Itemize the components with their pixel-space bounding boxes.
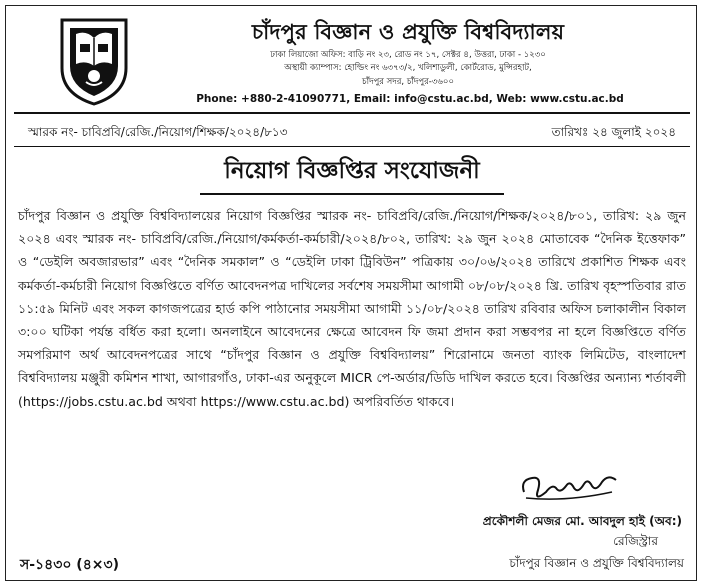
liaison-office-address: ঢাকা লিয়াজো অফিস: বাড়ি নং ২৩, রোড নং ১৭, সেক্টর ৪, উত্তরা, ঢাকা - ১২৩০ (270, 50, 546, 60)
memo-number: স্মারক নং- চাবিপ্রবি/রেজি./নিয়োগ/শিক্ষক/২০২৪/৮১৩ (28, 125, 288, 139)
signatory-name: প্রকৌশলী মেজর মো. আবদুল হাই (অব:) (482, 514, 682, 528)
header-divider (14, 112, 690, 114)
university-logo (56, 16, 132, 106)
memo-date: তারিখঃ ২৪ জুলাই ২০২৪ (551, 125, 676, 139)
memo-divider (14, 146, 690, 147)
contact-line: Phone: +880-2-41090771, Email: info@cstu.ac.bd, Web: www.cstu.ac.bd (196, 93, 624, 105)
university-name: চাঁদপুর বিজ্ঞান ও প্রযুক্তি বিশ্ববিদ্যালয় (251, 19, 565, 44)
handwritten-signature (516, 462, 626, 508)
notice-body: চাঁদপুর বিজ্ঞান ও প্রযুক্তি বিশ্ববিদ্যালয়ের নিয়োগ বিজ্ঞপ্তির স্মারক নং- চাবিপ্রবি/রেজি./নিয়োগ/শিক্ষক/২০২৪/৮০১, তারিখ: ২৯ জুন ২০২৪ এবং স্মারক নং- চাবিপ্রবি/রেজি./নিয়োগ/কর্মকর্তা-কর্মচারী/২০২৪/৮০২, তারিখ: ২৯ জুন ২০২৪ মোতাবেক “দৈনিক ইত্তেফাক” ও “ডেইলি অবজারভার” এবং “দৈনিক সমকাল” ও “ডেইলি ঢাকা ট্রিবিউন” পত্রিকায় ৩০/০৬/২০২৪ তারিখে প্রকাশিত শিক্ষক এবং কর্মকর্তা-কর্মচারী নিয়োগ বিজ্ঞপ্তিতে বর্ণিত আবেদনপত্র দাখিলের সর্বশেষ সময়সীমা আগামী ০৮/০৮/২০২৪ খ্রি. তারিখ বৃহস্পতিবার রাত ১১:৫৯ মিনিট এবং সকল কাগজপত্রের হার্ড কপি পাঠানোর সময়সীমা আগামী ১১/০৮/২০২৪ তারিখ রবিবার অফিস চলাকালীন বিকাল ৩:০০ ঘটিকা পর্যন্ত বর্ধিত করা হলো। অনলাইনে আবেদনের ক্ষেত্রে আবেদন ফি জমা প্রদান করা সম্ভবপর না হলে বিজ্ঞপ্তিতে বর্ণিত সমপরিমাণ অর্থ আবেদনপত্রের সাথে “চাঁদপুর বিজ্ঞান ও প্রযুক্তি বিশ্ববিদ্যালয়” শিরোনামে জনতা ব্যাংক লিমিটেড, বাংলাদেশ বিশ্ববিদ্যালয় মঞ্জুরী কমিশন শাখা, আগারগাঁও, ঢাকা-এর অনুকূলে MICR পে-অর্ডার/ডিডি দাখিল করতে হবে। বিজ্ঞপ্তির অন্যান্য শর্তাবলী (https://jobs.cstu.ac.bd অথবা https://www.cstu.ac.bd) অপরিবর্তিত থাকবে। (18, 208, 686, 409)
ad-code: স-১৪৩০ (৪×৩) (20, 557, 120, 573)
temporary-campus-address: অস্থায়ী ক্যাম্পাস: হোল্ডিং নং ৬৩৭৩/২, খলিশাডুলী, কোর্টরোড, মুন্সিরহাট, (284, 63, 532, 73)
notice-title: নিয়োগ বিজ্ঞপ্তির সংযোজনী (200, 152, 504, 195)
signatory-organization: চাঁদপুর বিজ্ঞান ও প্রযুক্তি বিশ্ববিদ্যালয় (509, 556, 684, 570)
campus-city-address: চাঁদপুর সদর, চাঁদপুর-৩৬০০ (362, 77, 454, 87)
signatory-designation: রেজিস্ট্রার (613, 534, 658, 548)
